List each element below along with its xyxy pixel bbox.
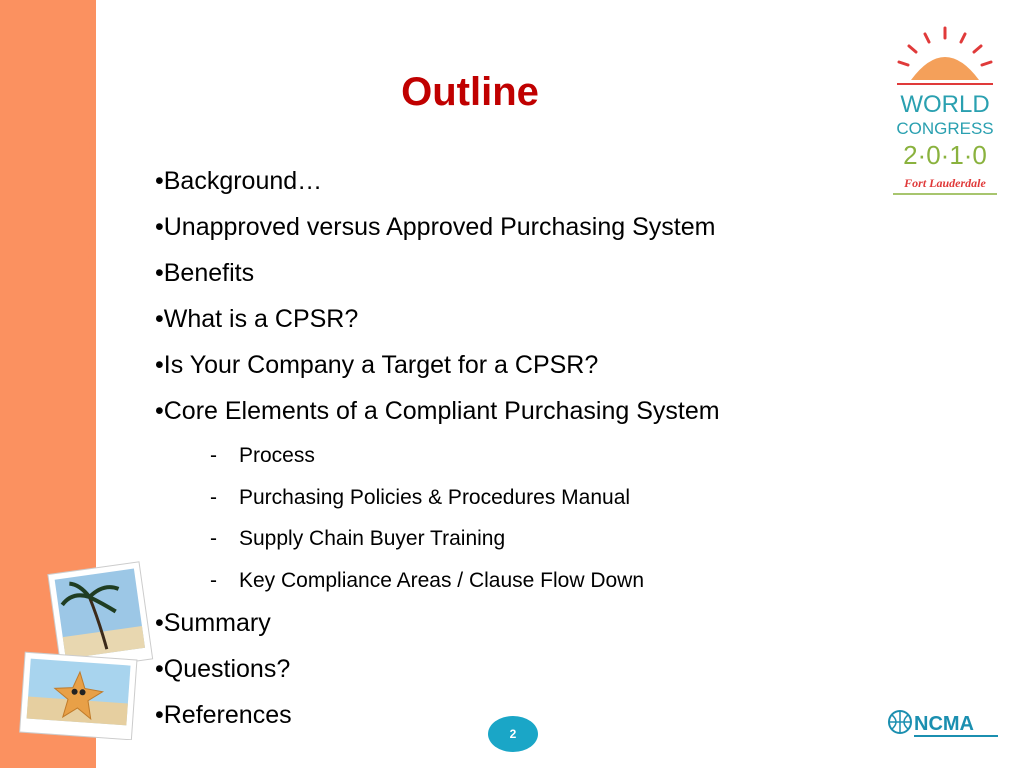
sub-item-policies-manual (155, 482, 855, 524)
sub-item-marker: - (210, 444, 217, 467)
sub-item-compliance-areas (155, 565, 855, 607)
sub-item-label: Process (239, 444, 315, 467)
beach-photos-decoration (18, 560, 158, 740)
logo-congress-text: CONGRESS (896, 119, 994, 138)
ncma-logo-text: NCMA (914, 713, 974, 735)
outline-item-what-is-cpsr: •What is a CPSR? (155, 305, 359, 333)
slide-title: Outline (401, 70, 539, 114)
world-congress-logo (885, 22, 1005, 202)
ncma-logo (886, 708, 1002, 740)
outline-list (155, 164, 855, 744)
logo-city-text: Fort Lauderdale (904, 176, 986, 190)
outline-item-references: •References (155, 701, 292, 729)
outline-item-core-elements: •Core Elements of a Compliant Purchasing System (155, 397, 720, 425)
outline-item-questions: •Questions? (155, 655, 291, 683)
sub-item-label: Key Compliance Areas / Clause Flow Down (239, 568, 645, 592)
sub-item-marker: - (210, 527, 217, 550)
sub-item-label: Purchasing Policies & Procedures Manual (239, 485, 631, 509)
outline-item-purchasing-system: •Unapproved versus Approved Purchasing System (155, 213, 716, 241)
sub-item-marker: - (210, 568, 217, 592)
logo-year-text: 2·0·1·0 (903, 140, 987, 170)
sub-item-label: Supply Chain Buyer Training (239, 527, 506, 550)
sub-item-marker: - (210, 485, 217, 509)
page-number-badge: 2 (488, 716, 538, 752)
outline-item-target-cpsr: •Is Your Company a Target for a CPSR? (155, 351, 599, 379)
sub-item-buyer-training (155, 523, 855, 565)
outline-item-benefits: •Benefits (155, 259, 255, 287)
logo-world-text: WORLD (900, 91, 990, 118)
sub-item-process (155, 440, 855, 482)
outline-item-background: •Background… (155, 167, 323, 195)
outline-item-summary: •Summary (155, 609, 271, 637)
